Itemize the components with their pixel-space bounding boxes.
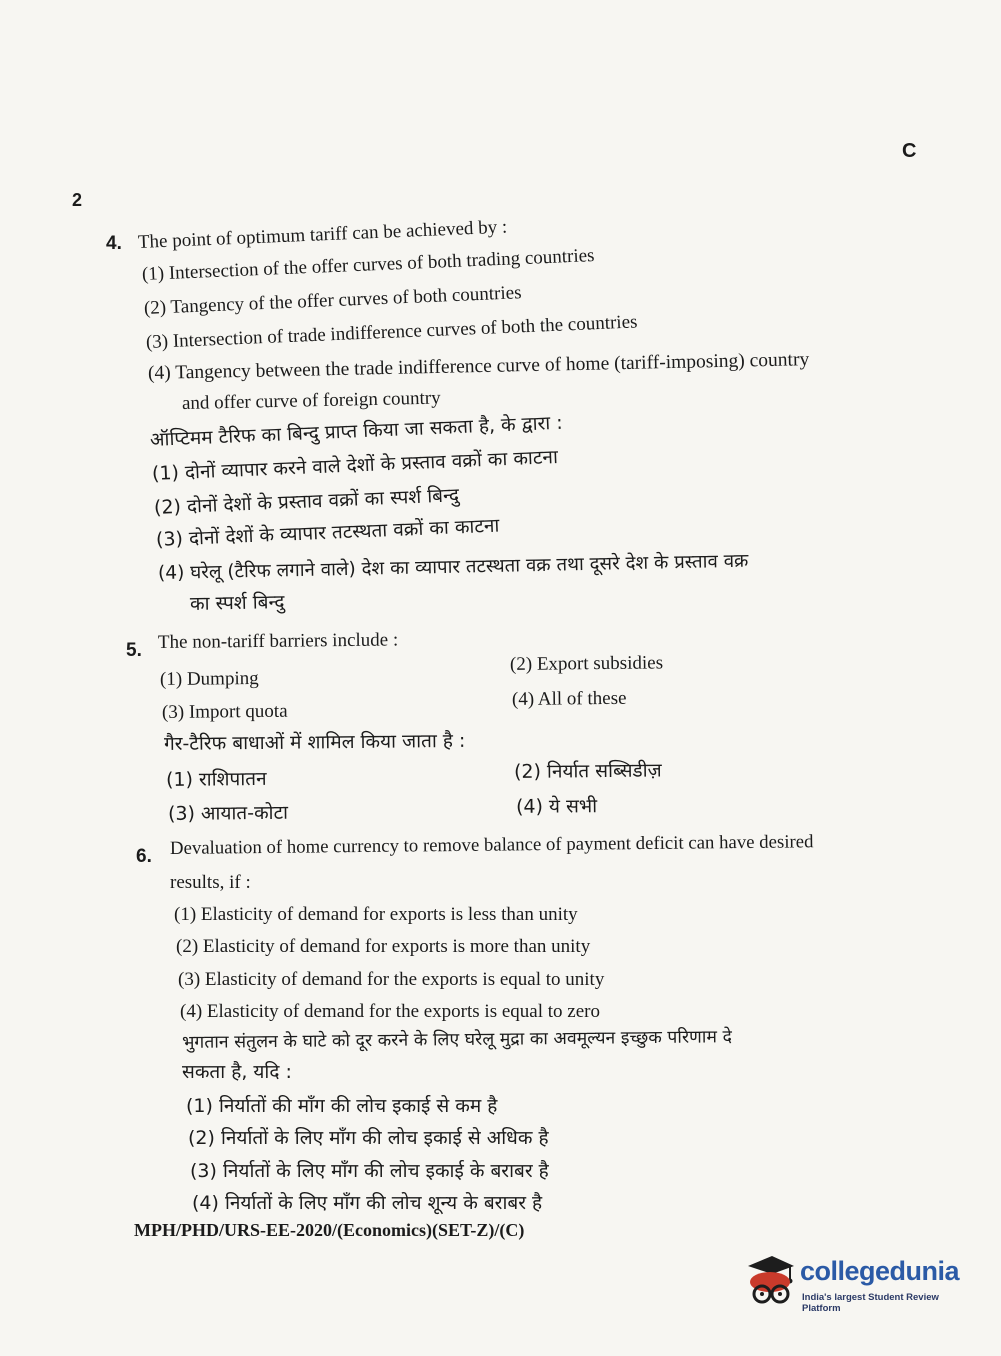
collegedunia-logo xyxy=(742,1252,972,1312)
question-number: 4. xyxy=(106,233,122,254)
hindi-option-3: (3) निर्यातों के लिए माँग की लोच इकाई के बराबर है xyxy=(190,1160,549,1182)
hindi-option-2: (2) निर्यात सब्सिडीज़ xyxy=(513,759,662,783)
hindi-question-stem: गैर-टैरिफ बाधाओं में शामिल किया जाता है : xyxy=(163,729,466,755)
question-number: 5. xyxy=(126,640,142,661)
hindi-option-2: (2) दोनों देशों के प्रस्ताव वक्रों का स्पर्श बिन्दु xyxy=(153,484,460,519)
question-stem-line-1: Devaluation of home currency to remove balance of payment deficit can have desired xyxy=(169,831,814,859)
hindi-option-4-cont: का स्पर्श बिन्दु xyxy=(189,591,285,615)
option-3: (3) Intersection of trade indifference curves of both the countries xyxy=(145,311,638,353)
option-2: (2) Export subsidies xyxy=(509,652,664,675)
hindi-option-3: (3) दोनों देशों के व्यापार तटस्थता वक्रों का काटना xyxy=(155,514,500,551)
hindi-option-1: (1) दोनों व्यापार करने वाले देशों के प्रस्ताव वक्रों का काटना xyxy=(151,446,559,485)
option-1: (1) Intersection of the offer curves of both trading countries xyxy=(141,245,595,285)
question-stem-line-2: results, if : xyxy=(170,872,251,893)
option-1: (1) Dumping xyxy=(159,667,259,690)
hindi-option-4: (4) ये सभी xyxy=(515,795,598,818)
set-code: C xyxy=(902,140,917,162)
option-2: (2) Tangency of the offer curves of both countries xyxy=(143,282,522,319)
mascot-icon xyxy=(742,1252,798,1312)
option-4-cont: and offer curve of foreign country xyxy=(181,387,441,414)
hindi-option-1: (1) राशिपातन xyxy=(165,767,267,791)
page-number: 2 xyxy=(72,190,83,210)
hindi-option-2: (2) निर्यातों के लिए माँग की लोच इकाई से अधिक है xyxy=(188,1127,549,1149)
hindi-option-4: (4) घरेलू (टैरिफ लगाने वाले) देश का व्यापार तटस्थता वक्र तथा दूसरे देश के प्रस्ताव वक्र xyxy=(157,550,749,584)
paper-code-footer: MPH/PHD/URS-EE-2020/(Economics)(SET-Z)/(C) xyxy=(134,1220,525,1240)
option-3: (3) Elasticity of demand for the exports is equal to unity xyxy=(178,969,605,990)
option-4: (4) All of these xyxy=(511,687,627,710)
brand-tagline: India's largest Student Review Platform xyxy=(802,1292,939,1314)
brand-name: collegedunia xyxy=(800,1256,960,1286)
question-stem: The non-tariff barriers include : xyxy=(157,629,399,653)
option-4: (4) Tangency between the trade indifference curve of home (tariff-imposing) country xyxy=(147,349,810,384)
hindi-option-3: (3) आयात-कोटा xyxy=(167,801,289,825)
hindi-question-stem: ऑप्टिमम टैरिफ का बिन्दु प्राप्त किया जा सकता है, के द्वारा : xyxy=(149,411,564,451)
option-4: (4) Elasticity of demand for the exports is equal to zero xyxy=(180,1001,600,1022)
hindi-question-stem-line-2: सकता है, यदि : xyxy=(182,1061,292,1083)
option-1: (1) Elasticity of demand for exports is less than unity xyxy=(174,904,578,925)
question-number: 6. xyxy=(136,846,152,867)
hindi-option-4: (4) निर्यातों के लिए माँग की लोच शून्य के बराबर है xyxy=(192,1192,543,1214)
hindi-option-1: (1) निर्यातों की माँग की लोच इकाई से कम है xyxy=(186,1095,498,1117)
option-3: (3) Import quota xyxy=(161,700,288,723)
hindi-question-stem-line-1: भुगतान संतुलन के घाटे को दूर करने के लिए घरेलू मुद्रा का अवमूल्यन इच्छुक परिणाम दे xyxy=(181,1027,732,1053)
question-stem: The point of optimum tariff can be achieved by : xyxy=(137,216,508,253)
option-2: (2) Elasticity of demand for exports is more than unity xyxy=(176,936,591,957)
